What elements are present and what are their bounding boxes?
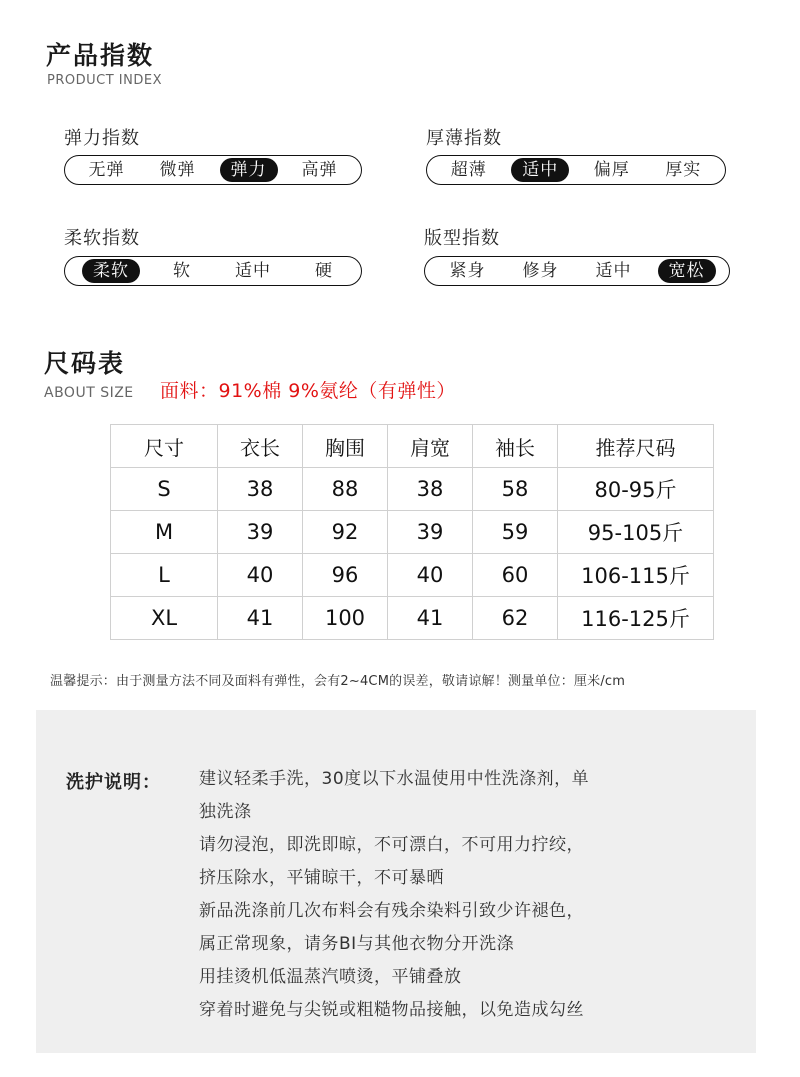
fit-option: 紧身 (449, 261, 486, 281)
cell-size: S (111, 468, 218, 511)
cell-chest: 88 (303, 468, 388, 511)
softness-option: 适中 (235, 261, 271, 281)
header-size: 尺寸 (111, 425, 218, 468)
softness-scale (64, 256, 362, 286)
elasticity-option: 高弹 (301, 160, 338, 180)
header-shoulder: 肩宽 (388, 425, 473, 468)
elasticity-option-selected: 弹力 (220, 158, 278, 182)
thickness-option: 厚实 (665, 160, 702, 180)
softness-option: 硬 (315, 261, 333, 281)
cell-recommended: 116-125斤 (558, 597, 714, 640)
cell-chest: 96 (303, 554, 388, 597)
header-recommended: 推荐尺码 (558, 425, 714, 468)
cell-size: L (111, 554, 218, 597)
cell-recommended: 80-95斤 (558, 468, 714, 511)
cell-length: 38 (218, 468, 303, 511)
cell-length: 41 (218, 597, 303, 640)
softness-label: 柔软指数 (64, 228, 140, 249)
cell-shoulder: 39 (388, 511, 473, 554)
care-line: 穿着时避免与尖锐或粗糙物品接触，以免造成勾丝 (199, 1000, 584, 1020)
size-table (110, 424, 714, 640)
cell-size: M (111, 511, 218, 554)
cell-sleeve: 58 (473, 468, 558, 511)
care-title: 洗护说明： (66, 772, 161, 793)
softness-option: 软 (173, 261, 191, 281)
thickness-option: 偏厚 (593, 160, 630, 180)
thickness-scale (426, 155, 726, 185)
elasticity-label: 弹力指数 (64, 128, 140, 149)
thickness-label: 厚薄指数 (426, 128, 502, 149)
table-row (111, 468, 714, 511)
thickness-option: 超薄 (450, 160, 487, 180)
size-chart-title: 尺码表 (44, 349, 126, 378)
size-table-header-row (111, 425, 714, 468)
care-line: 新品洗涤前几次布料会有残余染料引致少许褪色， (199, 901, 584, 921)
cell-shoulder: 38 (388, 468, 473, 511)
product-index-title: 产品指数 (46, 41, 155, 70)
care-instructions (36, 710, 756, 1053)
care-line: 建议轻柔手洗，30度以下水温使用中性洗涤剂，单 (199, 769, 590, 789)
softness-option-selected: 柔软 (82, 259, 140, 283)
cell-length: 39 (218, 511, 303, 554)
fit-option: 适中 (595, 261, 632, 281)
fabric-note: 面料：91%棉 9%氨纶（有弹性） (160, 380, 456, 402)
cell-sleeve: 60 (473, 554, 558, 597)
cell-length: 40 (218, 554, 303, 597)
table-row (111, 511, 714, 554)
header-chest: 胸围 (303, 425, 388, 468)
care-line: 独洗涤 (199, 802, 252, 822)
cell-size: XL (111, 597, 218, 640)
fit-option-selected: 宽松 (658, 259, 716, 283)
care-line: 挤压除水，平铺晾干，不可暴晒 (199, 868, 444, 888)
table-row (111, 597, 714, 640)
cell-sleeve: 59 (473, 511, 558, 554)
cell-shoulder: 40 (388, 554, 473, 597)
cell-shoulder: 41 (388, 597, 473, 640)
cell-chest: 100 (303, 597, 388, 640)
care-line: 请勿浸泡，即洗即晾，不可漂白，不可用力拧绞， (199, 835, 584, 855)
care-line: 属正常现象，请务BI与其他衣物分开洗涤 (199, 934, 515, 954)
fit-label: 版型指数 (424, 228, 500, 249)
measurement-tip: 温馨提示：由于测量方法不同及面料有弹性，会有2~4CM的误差，敬请谅解！测量单位：厘米/cm (50, 674, 626, 689)
size-chart-subtitle: ABOUT SIZE (44, 385, 134, 401)
header-length: 衣长 (218, 425, 303, 468)
fit-scale (424, 256, 730, 286)
fit-option: 修身 (522, 261, 559, 281)
product-index-subtitle: PRODUCT INDEX (47, 73, 162, 88)
elasticity-scale (64, 155, 362, 185)
table-row (111, 554, 714, 597)
cell-sleeve: 62 (473, 597, 558, 640)
care-line: 用挂烫机低温蒸汽喷烫，平铺叠放 (199, 967, 462, 987)
cell-recommended: 95-105斤 (558, 511, 714, 554)
header-sleeve: 袖长 (473, 425, 558, 468)
thickness-option-selected: 适中 (511, 158, 569, 182)
care-text (199, 763, 679, 1027)
elasticity-option: 微弹 (159, 160, 196, 180)
cell-recommended: 106-115斤 (558, 554, 714, 597)
elasticity-option: 无弹 (88, 160, 125, 180)
cell-chest: 92 (303, 511, 388, 554)
